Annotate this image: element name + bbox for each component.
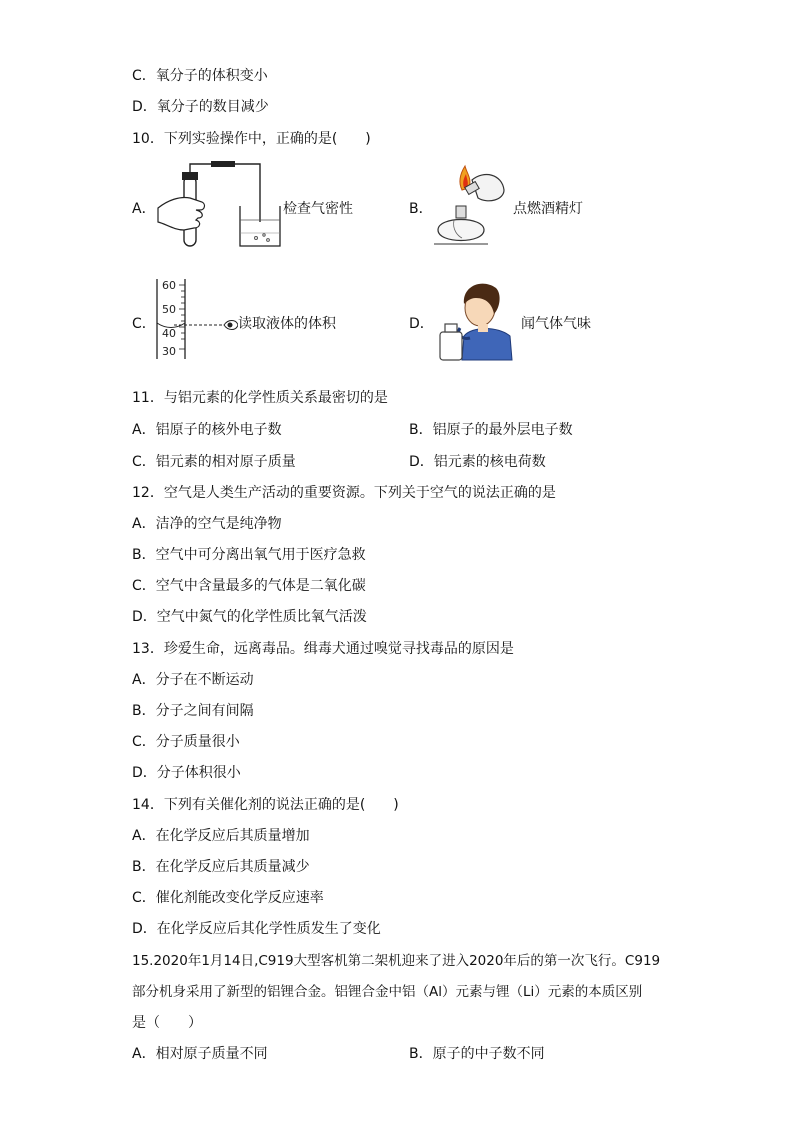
q10-b-letter: B．: [409, 201, 433, 217]
q10-c-letter: C．: [132, 316, 156, 332]
q14-option-a: A．在化学反应后其质量增加: [132, 828, 310, 844]
q12-option-b: B．空气中可分离出氧气用于医疗急救: [132, 547, 366, 563]
q11-stem: 11．与铝元素的化学性质关系最密切的是: [132, 390, 388, 406]
q10-d-letter: D．: [409, 316, 434, 332]
q11-option-d: D．铝元素的核电荷数: [409, 454, 546, 470]
q9-option-c: C．氧分子的体积变小: [132, 68, 268, 84]
q15-stem-line3: 是（ ）: [132, 1015, 202, 1031]
q10-c-caption: 读取液体的体积: [238, 316, 336, 332]
alcohol-lamp-figure: [432, 160, 512, 252]
airtightness-check-figure: [156, 158, 281, 253]
scale-label-30: 30: [162, 345, 176, 358]
q14-stem: 14．下列有关催化剂的说法正确的是( ): [132, 797, 399, 813]
scale-label-50: 50: [162, 303, 176, 316]
q13-option-d: D．分子体积很小: [132, 765, 241, 781]
q15-stem-line2: 部分机身采用了新型的铝锂合金。铝锂合金中铝（Al）元素与锂（Li）元素的本质区别: [132, 984, 643, 1000]
q10-stem: 10．下列实验操作中，正确的是( ): [132, 131, 371, 147]
scale-label-60: 60: [162, 279, 176, 292]
q10-b-caption: 点燃酒精灯: [513, 201, 583, 217]
q14-option-c: C．催化剂能改变化学反应速率: [132, 890, 324, 906]
q11-option-c: C．铝元素的相对原子质量: [132, 454, 296, 470]
graduated-cylinder-figure: [152, 277, 238, 361]
q15-option-b: B．原子的中子数不同: [409, 1046, 545, 1062]
q12-option-d: D．空气中氮气的化学性质比氧气活泼: [132, 609, 367, 625]
q15-stem-line1: 15.2020年1月14日,C919大型客机第二架机迎来了进入2020年后的第一次飞行。C919: [132, 953, 661, 969]
q13-option-c: C．分子质量很小: [132, 734, 240, 750]
q10-a-caption: 检查气密性: [283, 201, 353, 217]
q9-option-d: D．氧分子的数目减少: [132, 99, 269, 115]
q10-a-letter: A．: [132, 201, 156, 217]
q11-option-b: B．铝原子的最外层电子数: [409, 422, 573, 438]
q13-option-b: B．分子之间有间隔: [132, 703, 254, 719]
q13-option-a: A．分子在不断运动: [132, 672, 254, 688]
q12-stem: 12．空气是人类生产活动的重要资源。下列关于空气的说法正确的是: [132, 485, 556, 501]
q11-option-a: A．铝原子的核外电子数: [132, 422, 282, 438]
q14-option-d: D．在化学反应后其化学性质发生了变化: [132, 921, 381, 937]
q10-d-caption: 闻气体气味: [521, 316, 591, 332]
q15-option-a: A．相对原子质量不同: [132, 1046, 268, 1062]
q12-option-c: C．空气中含量最多的气体是二氧化碳: [132, 578, 366, 594]
q14-option-b: B．在化学反应后其质量减少: [132, 859, 310, 875]
q12-option-a: A．洁净的空气是纯净物: [132, 516, 282, 532]
scale-label-40: 40: [162, 327, 176, 340]
smelling-gas-figure: [436, 274, 514, 364]
q13-stem: 13．珍爱生命，远离毒品。缉毒犬通过嗅觉寻找毒品的原因是: [132, 641, 514, 657]
